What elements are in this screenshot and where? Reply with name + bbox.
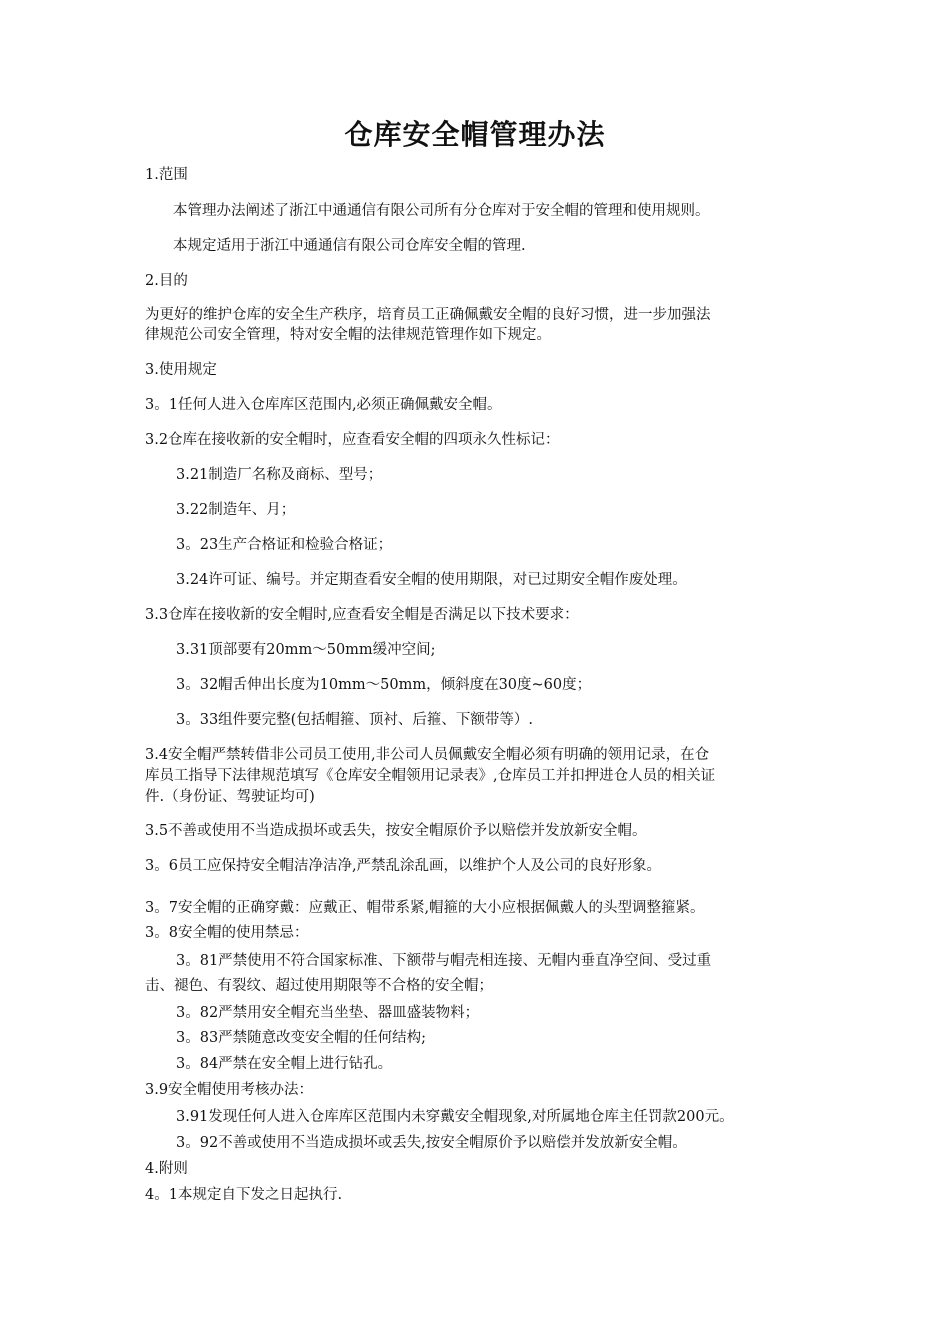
subclause-line: 3。23生产合格证和检验合格证； [176,537,393,553]
subclause-line: 3。32帽舌伸出长度为10mm～50mm，倾斜度在30度~60度； [176,677,592,693]
subclause-line: 3.21制造厂名称及商标、型号； [176,467,383,483]
clause-line: 3.9安全帽使用考核办法： [145,1082,314,1098]
subclause-line: 3。84严禁在安全帽上进行钻孔。 [176,1056,393,1072]
clause-line: 3。7安全帽的正确穿戴：应戴正、帽带系紧,帽箍的大小应根据佩戴人的头型调整箍紧。 [145,900,705,916]
subclause-line: 3.31顶部要有20mm～50mm缓冲空间; [176,642,436,658]
paragraph-line: 律规范公司安全管理，特对安全帽的法律规范管理作如下规定。 [145,327,551,343]
subclause-line: 3。33组件要完整(包括帽箍、顶衬、后箍、下额带等）. [176,712,533,728]
clause-line: 4。1本规定自下发之日起执行. [145,1187,343,1203]
clause-line: 3。6员工应保持安全帽洁净洁净,严禁乱涂乱画，以维护个人及公司的良好形象。 [145,858,662,874]
clause-line: 3.5不善或使用不当造成损坏或丢失，按安全帽原价予以赔偿并发放新安全帽。 [145,823,647,839]
clause-line: 件.（身份证、驾驶证均可) [145,789,315,805]
subclause-line: 3.91发现任何人进入仓库库区范围内未穿戴安全帽现象,对所属地仓库主任罚款200元。 [176,1109,734,1125]
section-heading: 3.使用规定 [145,362,217,378]
clause-line: 3。1任何人进入仓库库区范围内,必须正确佩戴安全帽。 [145,397,502,413]
subclause-line: 3。83严禁随意改变安全帽的任何结构; [176,1030,427,1046]
section-heading: 4.附则 [145,1161,188,1177]
subclause-line: 3.22制造年、月； [176,502,296,518]
section-heading: 1.范围 [145,167,188,183]
paragraph-line: 本规定适用于浙江中通通信有限公司仓库安全帽的管理. [173,238,526,254]
clause-line: 3.4安全帽严禁转借非公司员工使用,非公司人员佩戴安全帽必须有明确的领用记录，在仓 [145,747,710,763]
subclause-line: 3.24许可证、编号。并定期查看安全帽的使用期限，对已过期安全帽作废处理。 [176,572,687,588]
subclause-line: 3。82严禁用安全帽充当坐垫、器皿盛装物料； [176,1005,480,1021]
clause-line: 库员工指导下法律规范填写《仓库安全帽领用记录表》,仓库员工并扣押进仓人员的相关证 [145,768,716,784]
subclause-line: 3。92不善或使用不当造成损坏或丢失,按安全帽原价予以赔偿并发放新安全帽。 [176,1135,687,1151]
page-title: 仓库安全帽管理办法 [344,118,606,151]
paragraph-line: 为更好的维护仓库的安全生产秩序，培育员工正确佩戴安全帽的良好习惯，进一步加强法 [145,307,711,323]
clause-line: 3.3仓库在接收新的安全帽时,应查看安全帽是否满足以下技术要求： [145,607,579,623]
clause-line: 3。8安全帽的使用禁忌： [145,925,309,941]
paragraph-line: 本管理办法阐述了浙江中通通信有限公司所有分仓库对于安全帽的管理和使用规则。 [173,203,710,219]
clause-line: 3.2仓库在接收新的安全帽时，应查看安全帽的四项永久性标记： [145,432,560,448]
section-heading: 2.目的 [145,273,188,289]
subclause-line: 3。81严禁使用不符合国家标准、下额带与帽壳相连接、无帽内垂直净空间、受过重 [176,953,712,969]
subclause-line: 击、褪色、有裂纹、超过使用期限等不合格的安全帽； [145,978,493,994]
